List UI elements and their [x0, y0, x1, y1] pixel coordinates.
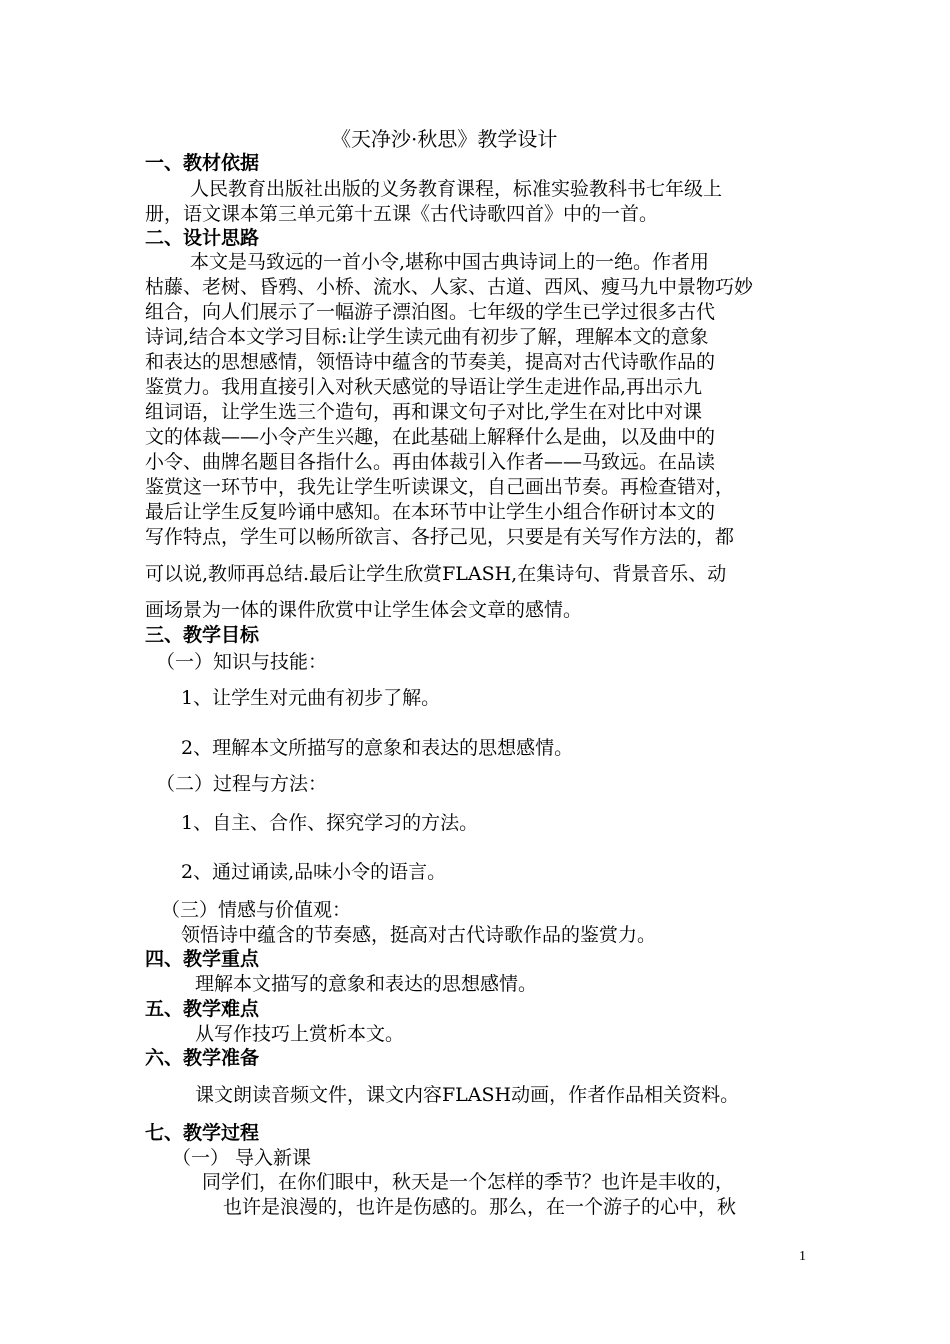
subsection-heading: （一）知识与技能： — [156, 651, 328, 673]
paragraph-line: 从写作技巧上赏析本文。 — [195, 1023, 405, 1045]
list-item: 2、理解本文所描写的意象和表达的思想感情。 — [181, 737, 574, 759]
paragraph-line: 写作特点，学生可以畅所欲言、各抒己见，只要是有关写作方法的，都 — [145, 526, 735, 548]
paragraph-line: 可以说,教师再总结.最后让学生欣赏FLASH,在集诗句、背景音乐、动 — [145, 563, 727, 585]
paragraph-line: 小令、曲牌名题目各指什么。再由体裁引入作者——马致远。在品读 — [145, 451, 716, 473]
paragraph-line: 鉴赏这一环节中，我先让学生听读课文，自己画出节奏。再检查错对， — [145, 476, 735, 498]
paragraph-line: 组词语，让学生选三个造句，再和课文句子对比,学生在对比中对课 — [145, 401, 703, 423]
paragraph-line: 组合，向人们展示了一幅游子漂泊图。七年级的学生已学过很多古代 — [145, 301, 716, 323]
paragraph-line: 枯藤、老树、昏鸦、小桥、流水、人家、古道、西风、瘦马九中景物巧妙 — [145, 276, 754, 298]
section-heading: 六、教学准备 — [145, 1047, 260, 1069]
section-heading: 四、教学重点 — [145, 948, 260, 970]
document-title: 《天净沙·秋思》教学设计 — [331, 127, 558, 151]
section-heading: 一、教材依据 — [145, 152, 260, 174]
paragraph-line: 人民教育出版社出版的义务教育课程，标准实验教科书七年级上 — [190, 178, 723, 200]
subsection-heading: （三）情感与价值观： — [161, 899, 352, 921]
paragraph-line: 也许是浪漫的，也许是伤感的。那么，在一个游子的心中，秋 — [223, 1196, 737, 1218]
paragraph-line: 课文朗读音频文件，课文内容FLASH动画，作者作品相关资料。 — [195, 1084, 740, 1106]
paragraph-line: 诗词,结合本文学习目标:让学生读元曲有初步了解，理解本文的意象 — [145, 326, 709, 348]
paragraph-line: 画场景为一体的课件欣赏中让学生体会文章的感情。 — [145, 599, 583, 621]
paragraph-line: 鉴赏力。我用直接引入对秋天感觉的导语让学生走进作品,再出示九 — [145, 376, 703, 398]
subsection-heading: （一） 导入新课 — [172, 1147, 312, 1169]
list-item: 1、让学生对元曲有初步了解。 — [181, 687, 441, 709]
list-item: 1、自主、合作、探究学习的方法。 — [181, 812, 479, 834]
paragraph-line: 文的体裁——小令产生兴趣，在此基础上解释什么是曲，以及曲中的 — [145, 426, 716, 448]
section-heading: 七、教学过程 — [145, 1122, 260, 1144]
paragraph-line: 最后让学生反复吟诵中感知。在本环节中让学生小组合作研讨本文的 — [145, 501, 716, 523]
paragraph-line: 和表达的思想感情，领悟诗中蕴含的节奏美，提高对古代诗歌作品的 — [145, 351, 716, 373]
section-heading: 三、教学目标 — [145, 624, 260, 646]
subsection-heading: （二）过程与方法： — [156, 773, 328, 795]
section-heading: 二、设计思路 — [145, 227, 260, 249]
list-item: 2、通过诵读,品味小令的语言。 — [181, 861, 447, 883]
paragraph-line: 同学们，在你们眼中，秋天是一个怎样的季节？也许是丰收的， — [202, 1171, 735, 1193]
paragraph-line: 册，语文课本第三单元第十五课《古代诗歌四首》中的一首。 — [145, 203, 659, 225]
section-heading: 五、教学难点 — [145, 998, 260, 1020]
paragraph-line: 理解本文描写的意象和表达的思想感情。 — [195, 973, 538, 995]
paragraph-line: 本文是马致远的一首小令,堪称中国古典诗词上的一绝。作者用 — [190, 251, 710, 273]
page-number: 1 — [799, 1249, 806, 1264]
paragraph-line: 领悟诗中蕴含的节奏感，挺高对古代诗歌作品的鉴赏力。 — [181, 924, 657, 946]
